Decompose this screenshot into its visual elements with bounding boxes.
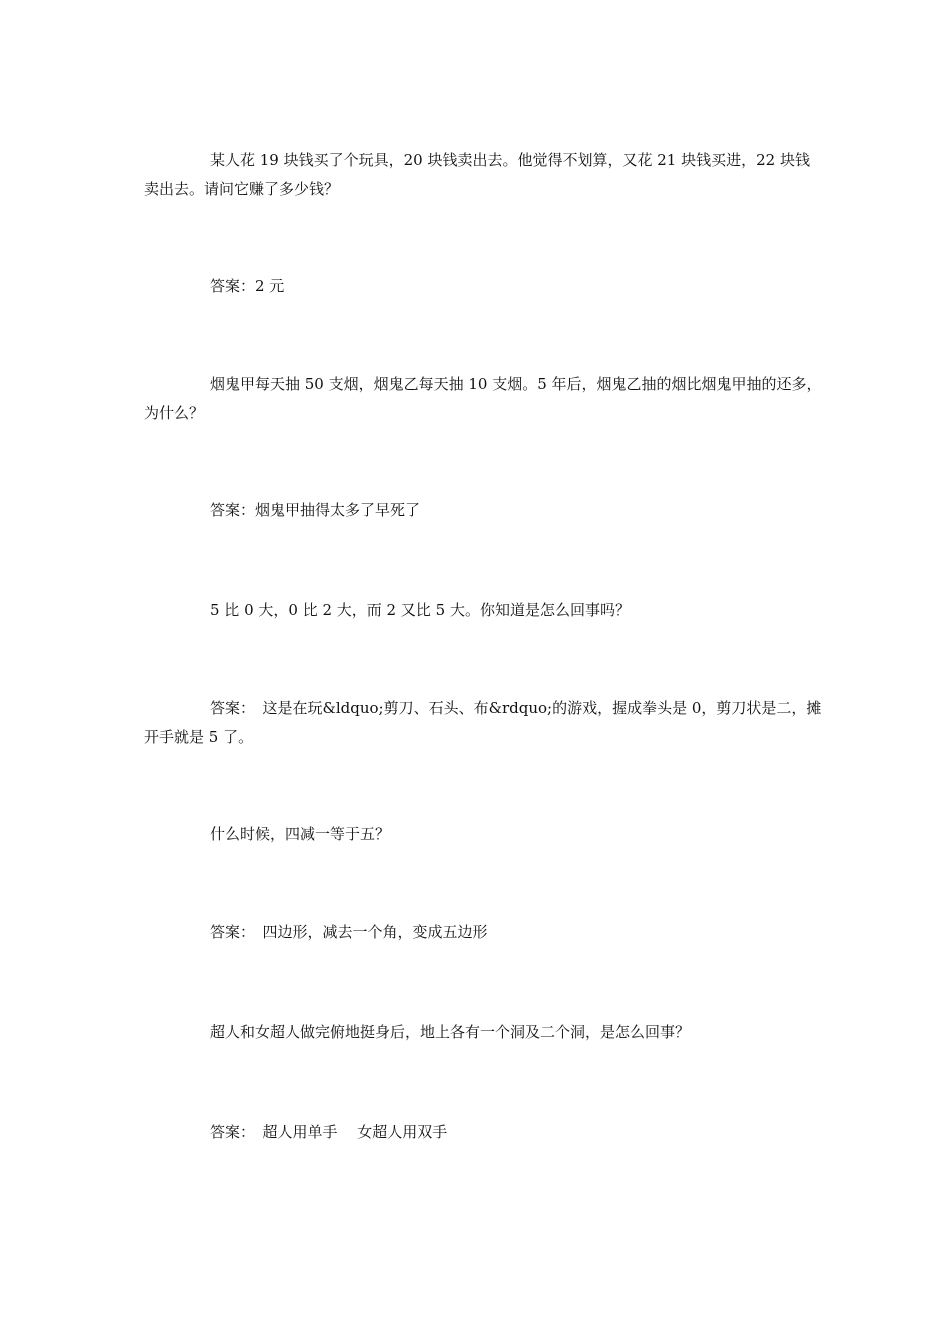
answer-superman-holes: 答案： 超人用单手 女超人用双手: [210, 1123, 448, 1141]
answer-number-comparison: 答案： 这是在玩&ldquo;剪刀、石头、布&rdquo;的游戏，握成拳头是 0，剪刀状是二，摊开手就是 5 了。: [144, 699, 822, 746]
answer-smokers: 答案：烟鬼甲抽得太多了早死了: [210, 501, 421, 519]
question-superman-holes: 超人和女超人做完俯地挺身后，地上各有一个洞及二个洞，是怎么回事？: [210, 1023, 691, 1041]
answer-four-minus-one: 答案： 四边形，减去一个角，变成五边形: [210, 923, 488, 941]
question-number-comparison: 5 比 0 大，0 比 2 大，而 2 又比 5 大。你知道是怎么回事吗？: [210, 601, 630, 619]
question-toy-profit: 某人花 19 块钱买了个玩具，20 块钱卖出去。他觉得不划算，又花 21 块钱买进，22 块钱卖出去。请问它赚了多少钱？: [144, 151, 810, 198]
answer-toy-profit: 答案：2 元: [210, 277, 285, 295]
question-smokers: 烟鬼甲每天抽 50 支烟，烟鬼乙每天抽 10 支烟。5 年后，烟鬼乙抽的烟比烟鬼甲抽的还多，为什么？: [144, 375, 822, 422]
question-four-minus-one: 什么时候，四减一等于五？: [210, 825, 391, 843]
